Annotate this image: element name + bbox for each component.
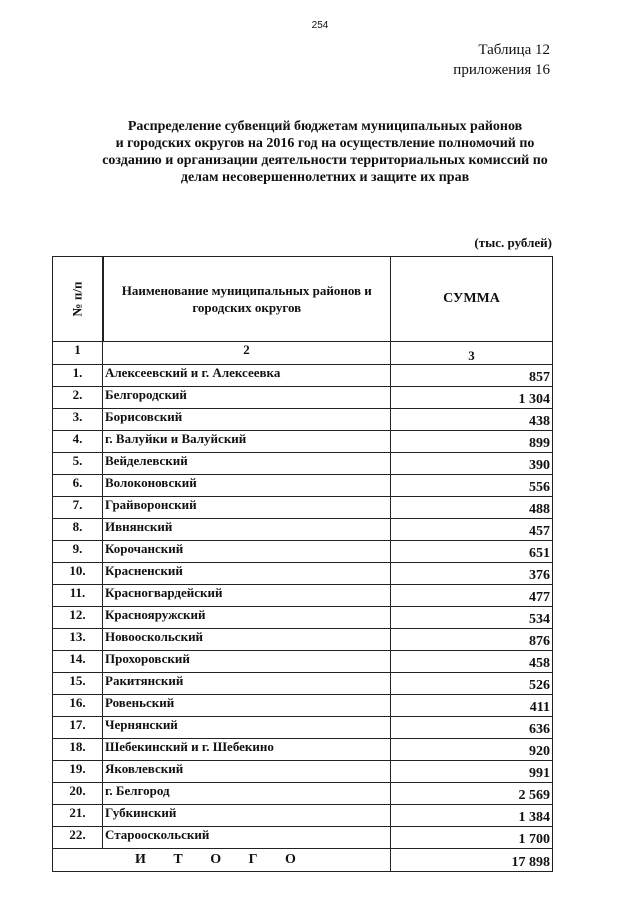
district-name: Алексеевский и г. Алексеевка <box>103 365 391 387</box>
column-index-3: 3 <box>391 342 553 365</box>
document-title <box>60 118 590 186</box>
page-number: 254 <box>311 20 329 31</box>
row-number: 17. <box>53 717 103 739</box>
district-name: Новооскольский <box>103 629 391 651</box>
district-name: г. Валуйки и Валуйский <box>103 431 391 453</box>
row-sum: 991 <box>391 761 553 783</box>
row-sum: 477 <box>391 585 553 607</box>
district-name: г. Белгород <box>103 783 391 805</box>
table-row <box>53 541 553 563</box>
row-number: 7. <box>53 497 103 519</box>
table-row <box>53 783 553 805</box>
row-sum: 438 <box>391 409 553 431</box>
table-row <box>53 629 553 651</box>
table-row <box>53 673 553 695</box>
row-number: 18. <box>53 739 103 761</box>
table-row <box>53 365 553 387</box>
subsidy-table <box>52 256 553 872</box>
title-line3: созданию и организации деятельности территориальных комиссий по <box>102 153 548 168</box>
row-sum: 636 <box>391 717 553 739</box>
district-name: Вейделевский <box>103 453 391 475</box>
total-label: И Т О Г О <box>53 849 391 872</box>
units-label: (тыс. рублей) <box>474 235 552 250</box>
title-line4: делам несовершеннолетних и защите их прав <box>180 170 470 185</box>
row-sum: 1 384 <box>391 805 553 827</box>
district-name: Шебекинский и г. Шебекино <box>103 739 391 761</box>
table-row <box>53 695 553 717</box>
table-row <box>53 563 553 585</box>
table-row <box>53 651 553 673</box>
row-number: 12. <box>53 607 103 629</box>
column-index-2: 2 <box>103 342 391 365</box>
title-line2: и городских округов на 2016 год на осуществление полномочий по <box>115 136 535 151</box>
row-number: 9. <box>53 541 103 563</box>
row-sum: 2 569 <box>391 783 553 805</box>
row-sum: 876 <box>391 629 553 651</box>
row-number: 8. <box>53 519 103 541</box>
row-number: 21. <box>53 805 103 827</box>
district-name: Ракитянский <box>103 673 391 695</box>
header-num-cell <box>53 257 103 342</box>
row-number: 11. <box>53 585 103 607</box>
row-sum: 376 <box>391 563 553 585</box>
district-name: Корочанский <box>103 541 391 563</box>
table-row <box>53 739 553 761</box>
district-name: Старооскольский <box>103 827 391 849</box>
table-row <box>53 497 553 519</box>
district-name: Белгородский <box>103 387 391 409</box>
table-row <box>53 827 553 849</box>
row-sum: 651 <box>391 541 553 563</box>
column-index-row <box>53 342 553 365</box>
district-name: Борисовский <box>103 409 391 431</box>
row-sum: 457 <box>391 519 553 541</box>
row-sum: 534 <box>391 607 553 629</box>
row-sum: 390 <box>391 453 553 475</box>
title-line1: Распределение субвенций бюджетам муниципальных районов <box>127 119 523 134</box>
header-name-line1: Наименование муниципальных районов и <box>121 283 372 298</box>
district-name: Краснояружский <box>103 607 391 629</box>
district-name: Волоконовский <box>103 475 391 497</box>
table-row <box>53 761 553 783</box>
table-row <box>53 453 553 475</box>
header-name-line2: городских округов <box>192 300 302 315</box>
table-row <box>53 805 553 827</box>
row-number: 5. <box>53 453 103 475</box>
table-row <box>53 387 553 409</box>
header-sum: СУММА <box>391 257 553 342</box>
row-number: 1. <box>53 365 103 387</box>
table-row <box>53 717 553 739</box>
row-sum: 488 <box>391 497 553 519</box>
row-number: 10. <box>53 563 103 585</box>
district-name: Ровеньский <box>103 695 391 717</box>
table-row <box>53 607 553 629</box>
row-sum: 920 <box>391 739 553 761</box>
column-index-1: 1 <box>53 342 103 365</box>
header-row <box>53 257 553 342</box>
table-row <box>53 431 553 453</box>
table-row <box>53 475 553 497</box>
header-num: № п/п <box>69 281 85 317</box>
district-name: Губкинский <box>103 805 391 827</box>
district-name: Красненский <box>103 563 391 585</box>
row-sum: 526 <box>391 673 553 695</box>
row-number: 15. <box>53 673 103 695</box>
row-sum: 899 <box>391 431 553 453</box>
district-name: Яковлевский <box>103 761 391 783</box>
district-name: Чернянский <box>103 717 391 739</box>
header-name-cell <box>103 257 391 342</box>
row-number: 20. <box>53 783 103 805</box>
row-number: 6. <box>53 475 103 497</box>
row-sum: 556 <box>391 475 553 497</box>
row-sum: 1 304 <box>391 387 553 409</box>
table-row <box>53 409 553 431</box>
row-number: 3. <box>53 409 103 431</box>
row-sum: 1 700 <box>391 827 553 849</box>
row-number: 2. <box>53 387 103 409</box>
district-name: Прохоровский <box>103 651 391 673</box>
total-sum: 17 898 <box>391 849 553 872</box>
table-row <box>53 519 553 541</box>
district-name: Красногвардейский <box>103 585 391 607</box>
row-sum: 411 <box>391 695 553 717</box>
row-number: 14. <box>53 651 103 673</box>
row-number: 22. <box>53 827 103 849</box>
row-number: 19. <box>53 761 103 783</box>
row-sum: 857 <box>391 365 553 387</box>
district-name: Ивнянский <box>103 519 391 541</box>
row-number: 16. <box>53 695 103 717</box>
table-reference <box>453 40 550 80</box>
table-row <box>53 585 553 607</box>
row-number: 13. <box>53 629 103 651</box>
table-reference-line1: Таблица 12 <box>478 42 550 58</box>
district-name: Грайворонский <box>103 497 391 519</box>
row-number: 4. <box>53 431 103 453</box>
total-row <box>53 849 553 872</box>
table-reference-line2: приложения 16 <box>453 62 550 78</box>
row-sum: 458 <box>391 651 553 673</box>
